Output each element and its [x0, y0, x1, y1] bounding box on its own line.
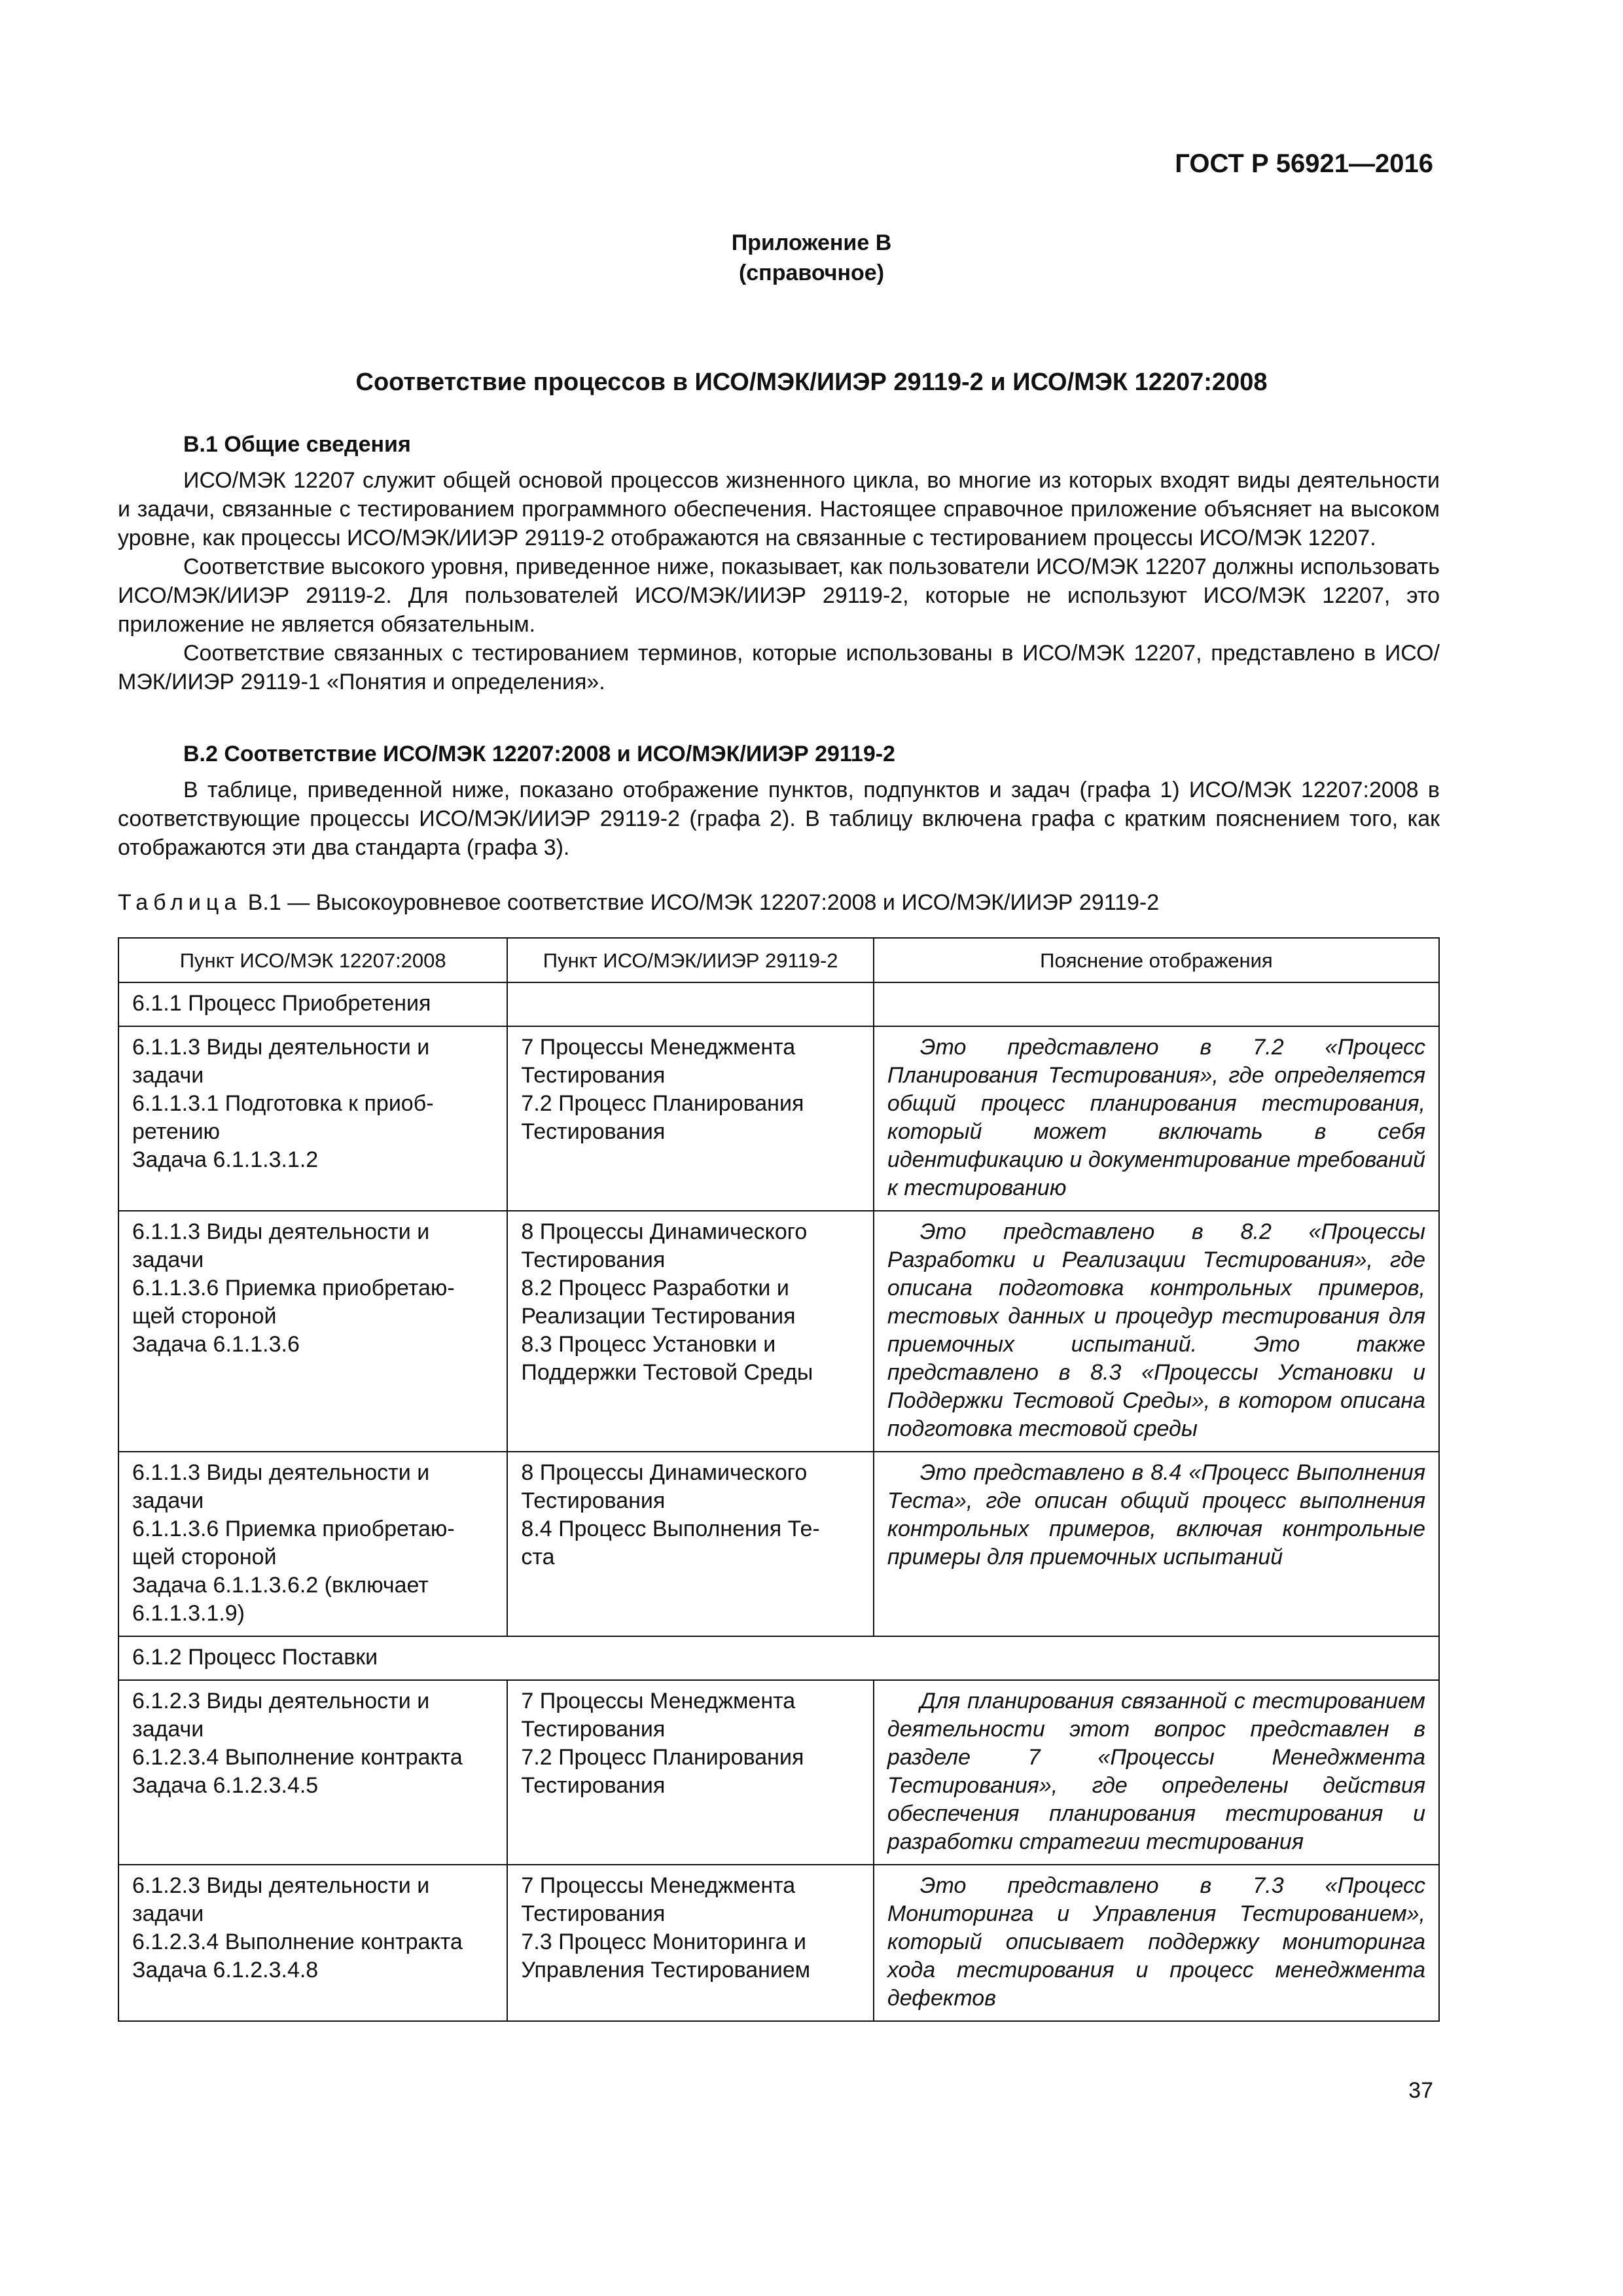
cell-line: Тестирования	[521, 1119, 666, 1144]
section-heading-correspondence: В.2 Соответствие ИСО/МЭК 12207:2008 и ИСО/МЭК/ИИЭР 29119-2	[183, 742, 895, 766]
table-caption-label: Таблица	[118, 890, 242, 915]
table-group-row	[118, 1636, 1439, 1680]
iso12207-clause-cell	[118, 1452, 507, 1636]
cell-line: задачи	[132, 1717, 204, 1742]
cell-line: задачи	[132, 1488, 204, 1513]
table-row	[118, 1865, 1439, 2021]
section-body-general	[118, 466, 1440, 696]
iso12207-clause-cell	[118, 1026, 507, 1211]
table-row	[118, 1026, 1439, 1211]
iso12207-clause-cell	[118, 1680, 507, 1865]
empty-cell	[874, 982, 1439, 1026]
cell-line: Тестирования	[521, 1773, 666, 1798]
table-row	[118, 1680, 1439, 1865]
iso29119-clause-cell	[507, 1680, 874, 1865]
table-header-cell: Пункт ИСО/МЭК/ИИЭР 29119-2	[507, 938, 874, 982]
paragraph: Соответствие связанных с тестированием терминов, которые использованы в ИСО/МЭК 12207, представлено в ИСО/МЭК/ИИЭР 29119-1 «Понятия и определения».	[118, 641, 1440, 694]
explanation-text: Для планирования связанной с тестированием деятельности этот вопрос представлен в разделе 7 «Процессы Менеджмента Тестирования», где определены действия обеспечения планирования тестирования и разработки стратегии тестирования	[887, 1689, 1425, 1854]
cell-line: 6.1.2.3 Виды деятельности и	[132, 1873, 430, 1898]
mapping-explanation-cell	[874, 1211, 1439, 1452]
explanation-text: Это представлено в 8.2 «Процессы Разработки и Реализации Тестирования», где описана подготовка контрольных примеров, тестовых данных и процедур тестирования для приемочных испытаний. Это также представлено в 8.3 «Процессы Установки и Поддержки Тестовой Среды», в котором описана подготовка тестовой среды	[887, 1219, 1425, 1441]
empty-cell	[507, 982, 874, 1026]
cell-line: Задача 6.1.1.3.6	[132, 1332, 300, 1357]
explanation-text: Это представлено в 7.2 «Процесс Планирования Тестирования», где определяется общий процесс планирования тестирования, который может включать в себя идентификацию и документирование требований к тестированию	[887, 1035, 1425, 1200]
cell-line: ста	[521, 1545, 555, 1570]
table-header-row	[118, 938, 1439, 982]
cell-line: 8.2 Процесс Разработки и	[521, 1276, 789, 1300]
document-code: ГОСТ Р 56921—2016	[1175, 149, 1433, 178]
mapping-explanation-cell	[874, 1865, 1439, 2021]
cell-line: 6.1.1.3.6 Приемка приобретаю-	[132, 1516, 455, 1541]
cell-line: Реализации Тестирования	[521, 1304, 796, 1329]
paragraph: ИСО/МЭК 12207 служит общей основой процессов жизненного цикла, во многие из которых входят виды деятельности и задачи, связанные с тестированием программного обеспечения. Настоящее справочное приложение объясняет на высоком уровне, как процессы ИСО/МЭК/ИИЭР 29119-2 отображаются на связанные с тестированием процессы ИСО/МЭК 12207.	[118, 468, 1440, 550]
cell-line: задачи	[132, 1901, 204, 1926]
cell-line: 7 Процессы Менеджмента	[521, 1873, 796, 1898]
cell-line: Задача 6.1.2.3.4.8	[132, 1958, 319, 1982]
cell-line: Тестирования	[521, 1063, 666, 1088]
explanation-text: Это представлено в 7.3 «Процесс Мониторинга и Управления Тестированием», который описывает поддержку мониторинга хода тестирования и процесс менеджмента дефектов	[887, 1873, 1425, 2011]
mapping-explanation-cell	[874, 1680, 1439, 1865]
group-title-cell: 6.1.1 Процесс Приобретения	[118, 982, 507, 1026]
cell-line: 7 Процессы Менеджмента	[521, 1035, 796, 1060]
cell-line: 7.3 Процесс Мониторинга и	[521, 1929, 806, 1954]
cell-line: Задача 6.1.1.3.6.2 (включает	[132, 1573, 429, 1598]
table-group-row	[118, 982, 1439, 1026]
table-row	[118, 1452, 1439, 1636]
iso29119-clause-cell	[507, 1026, 874, 1211]
iso29119-clause-cell	[507, 1211, 874, 1452]
cell-line: 6.1.1.3.1 Подготовка к приоб-	[132, 1091, 434, 1116]
cell-line: задачи	[132, 1247, 204, 1272]
main-title: Соответствие процессов в ИСО/МЭК/ИИЭР 29119-2 и ИСО/МЭК 12207:2008	[355, 368, 1268, 396]
cell-line: задачи	[132, 1063, 204, 1088]
cell-line: ретению	[132, 1119, 221, 1144]
cell-line: 6.1.1.3 Виды деятельности и	[132, 1460, 430, 1485]
table-caption-text: В.1 — Высокоуровневое соответствие ИСО/МЭК 12207:2008 и ИСО/МЭК/ИИЭР 29119-2	[241, 890, 1160, 915]
cell-line: Управления Тестированием	[521, 1958, 811, 1982]
iso29119-clause-cell	[507, 1865, 874, 2021]
table-row	[118, 1211, 1439, 1452]
table-caption	[118, 890, 1159, 916]
cell-line: 6.1.1.3 Виды деятельности и	[132, 1035, 430, 1060]
cell-line: щей стороной	[132, 1304, 277, 1329]
cell-line: 7.2 Процесс Планирования	[521, 1745, 804, 1770]
cell-line: 7 Процессы Менеджмента	[521, 1689, 796, 1713]
cell-line: Тестирования	[521, 1901, 666, 1926]
cell-line: 6.1.1.3.6 Приемка приобретаю-	[132, 1276, 455, 1300]
cell-line: 7.2 Процесс Планирования	[521, 1091, 804, 1116]
table-header-cell: Пояснение отображения	[874, 938, 1439, 982]
iso12207-clause-cell	[118, 1211, 507, 1452]
page-number: 37	[1408, 2078, 1433, 2103]
table-header-cell: Пункт ИСО/МЭК 12207:2008	[118, 938, 507, 982]
cell-line: 6.1.2.3.4 Выполнение контракта	[132, 1929, 463, 1954]
cell-line: 8.4 Процесс Выполнения Те-	[521, 1516, 820, 1541]
cell-line: 8 Процессы Динамического	[521, 1219, 808, 1244]
cell-line: Тестирования	[521, 1717, 666, 1742]
mapping-table	[118, 937, 1440, 2022]
iso29119-clause-cell	[507, 1452, 874, 1636]
cell-line: 8 Процессы Динамического	[521, 1460, 808, 1485]
annex-note: (справочное)	[738, 260, 885, 285]
cell-line: 6.1.1.3 Виды деятельности и	[132, 1219, 430, 1244]
paragraph: Соответствие высокого уровня, приведенное ниже, показывает, как пользователи ИСО/МЭК 12207 должны использовать ИСО/МЭК/ИИЭР 29119-2. Для пользователей ИСО/МЭК/ИИЭР 29119-2, которые не используют ИСО/МЭК 12207, это приложение не является обязательным.	[118, 554, 1440, 637]
cell-line: 6.1.1.3.1.9)	[132, 1601, 245, 1626]
cell-line: Тестирования	[521, 1247, 666, 1272]
paragraph: В таблице, приведенной ниже, показано отображение пунктов, подпунктов и задач (графа 1) ИСО/МЭК 12207:2008 в соответствующие процессы ИСО/МЭК/ИИЭР 29119-2 (графа 2). В таблицу включена графа с кратким пояснением того, как отображаются эти два стандарта (графа 3).	[118, 778, 1440, 860]
group-title-cell: 6.1.2 Процесс Поставки	[118, 1636, 1439, 1680]
cell-line: Поддержки Тестовой Среды	[521, 1360, 813, 1385]
cell-line: Тестирования	[521, 1488, 666, 1513]
cell-line: Задача 6.1.2.3.4.5	[132, 1773, 319, 1798]
mapping-explanation-cell	[874, 1026, 1439, 1211]
iso12207-clause-cell	[118, 1865, 507, 2021]
section-heading-general: В.1 Общие сведения	[183, 432, 411, 457]
explanation-text: Это представлено в 8.4 «Процесс Выполнения Теста», где описан общий процесс выполнения контрольных примеров, включая контрольные примеры для приемочных испытаний	[887, 1460, 1425, 1570]
annex-title: Приложение В	[731, 230, 892, 255]
cell-line: Задача 6.1.1.3.1.2	[132, 1147, 319, 1172]
cell-line: щей стороной	[132, 1545, 277, 1570]
cell-line: 6.1.2.3 Виды деятельности и	[132, 1689, 430, 1713]
mapping-explanation-cell	[874, 1452, 1439, 1636]
cell-line: 8.3 Процесс Установки и	[521, 1332, 776, 1357]
section-body-correspondence	[118, 776, 1440, 862]
cell-line: 6.1.2.3.4 Выполнение контракта	[132, 1745, 463, 1770]
